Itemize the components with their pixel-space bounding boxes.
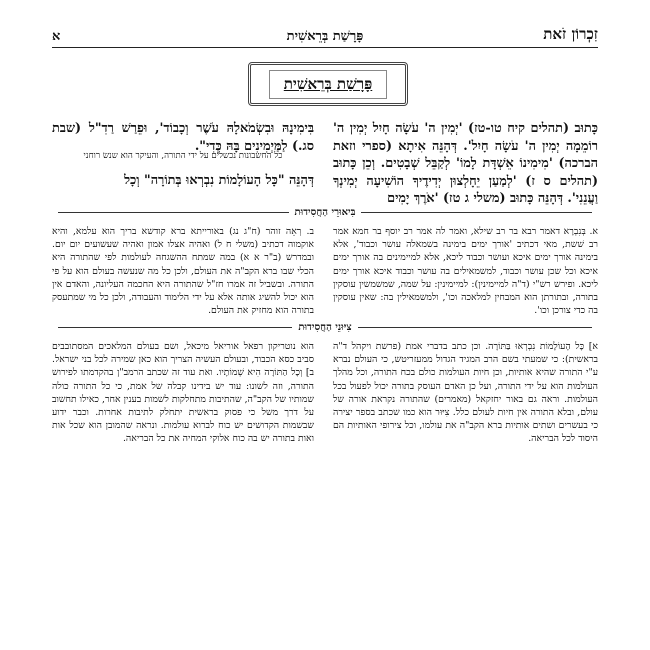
- commentary-right: [333, 225, 598, 317]
- parsha-title: פָּרָשַׁת בְּרֵאשִׁית: [269, 70, 387, 99]
- parsha-running-head: פָּרָשַׁת בְּרֵאשִׁית: [286, 29, 364, 44]
- marginal-note-text: כל החשבונות נכשלים על ידי התורה, והעיקר הוא שנשׂ רוחני: [83, 151, 283, 161]
- sources-left: [52, 340, 314, 446]
- commentary-left: [52, 225, 314, 317]
- main-text-right-paragraph: כָּתוּב (תהלים קיח טו-טז) 'יְמִין ה' עֹשָׂה חָיִל יְמִין ה' רוֹמֵמָה יְמִין ה' עֹשָׂה חָיִל'. דְּהָנֵּה אִיתָא (ספרי וזאת הברכה) 'מִימִינוֹ אֵשְׁדָּת לָמוֹ' לְקַבֵּל שְׁבָטִים. וְכֵן כָּתוּב (תהלים ס ז) 'לְמַעַן יֵחָלְצוּן יְדִידֶיךָ הוֹשִׁיעָה יְמִינְךָ וַעֲנֵנִי'. דְּהָנֵּה כָּתוּב (משלי ג טז) 'אֹרֶךְ יָמִים: [333, 121, 598, 206]
- main-text-left-paragraph: בִּימִינָהּ וּבִשְׂמֹאלָהּ עֹשֶׁר וְכָבוֹד', וּפֵרַשׁ רַדִ"ל (שבת סג.) לַמַּיְמִינִים בָּהּ כְּדִי".: [52, 121, 314, 154]
- sources-left-paragraph: הוא נוטריקון רפאל אוריאל מיכאל, ושם בעולם המלאכים המסתובבים סביב כסא הכבוד, ובעולם העשיה הצריך הוא כאן שמירה לכל בני ישראל. ב] וְכָל הַתּוֹרָה הִיא שְׁמוֹתָיו. ואת עוד זה שכתב הרמב"ן בהקדמתו לפירוש התורה, וזה לשונו: עוד יש בידינו קבלה של אמת, כי כל התורה כולה שמותיו של הקב"ה, שהתיבות מתחלקות לשמות בענין אחר, כאילו תחשוב על דרך משל כי פסוק בראשית יתחלק לתיבות אחרות. וכבר ידוע שבשמות הקדושים יש כוח לברוא עולמות. ונראה שהמובן הוא שכל אות ואות בתורה יש בה כוח אלוקי המחיה את כל הבריאה.: [52, 341, 314, 445]
- main-text-left-continued-paragraph: דְּהָנֵּה "כָּל הָעוֹלָמוֹת נִבְרְאוּ בְּתוֹרָה" וְכָל: [124, 173, 314, 188]
- section-heading-tziyunei: צִיּוּנֵי הַחֲסִידוּת: [298, 321, 352, 333]
- section-divider-biurei: [52, 205, 598, 219]
- page-header: [52, 22, 598, 48]
- book-title: זִכְרוֹן זֹאת: [543, 25, 598, 43]
- sources-right-paragraph: א] כָּל הָעוֹלָמוֹת נִבְרְאוּ בַּתּוֹרָה. וכן כתב בדברי אמת (פרשת ויקהל ד"ה בראשית): כי שמעתי בשם הרב המגיד הגדול ממעזריטש, כי העולם נברא ע"י התורה שהיא אותיות, וכן חיות העולמות כולם בכח התורה, וכל מהלך העולמות הוא על ידי התורה, ועל כן האדם העוסק בתורה יכול לפעול בכל העולמות. וראה גם באור יחזקאל (מאמרים) שהתורה נקראת אורה של עולם, ובלא התורה אין חיות לעולם כלל. צִיּוּר הוא כמו שכתב בספר יצירה כי בעשרים ושתים אותיות ברא הקב"ה את עולמו, וכל צירופי האותיות הם היסוד לכל הבריאה.: [333, 341, 598, 445]
- main-text-left-continued: [52, 172, 314, 190]
- marginal-note: [52, 150, 314, 162]
- section-heading-biurei: בִּיאוּרֵי הַחֲסִידוּת: [294, 206, 356, 218]
- main-text-right: [333, 120, 598, 208]
- commentary-right-paragraph: א. בְּנִבְרָא דאמר רבא בר רב שילא, ואמר לה אמר רב יוסף בר חמא אמר רב שׁשת, מאי דכתיב 'אורך ימים בימינה בשמאלה עושר וכבוד', אלא בימינה אורך ימים איכא ועושר וכבוד ליכא, אלא למיימינים בה אורך ימים איכא וכל שכן עושר וכבוד, למשמאילים בה עושר וכבוד איכא אורך ימים ליכא. ופירש רש"י (ד"ה למיימינין): למיימינין: על שמה, שמשמשין עוסקין בתורה, ובתורתן הוא המבחין למלאכה וכו', ולמשמאילין בה: שאין עוסקין בה כדי צורכן וכו'.: [333, 226, 598, 317]
- sources-right: [333, 340, 598, 446]
- section-divider-tziyunei: [52, 320, 598, 334]
- page-number: א: [52, 29, 61, 44]
- commentary-left-paragraph: ב. רְאֵה זוהר (ח"ג נג) באורייתא ברא קודשא בריך הוא עלמא, והיא אוקמוה דכתיב (משלי ח ל) ואהיה אצלו אמון ואהיה שעשועים יום יום. ובמדרש (ב"ר א א) במה שמתח ההשגחה לעולמות לפי שהתורה היא הכלי שבו ברא הקב"ה את העולם, ולכן כל מה שנעשה בעולם הוא על פי התורה. ובשביל זה אמרו חז"ל שהתורה היא החכמה העליונה, והאדם אין הוא יכול להשיג אותה אלא על ידי הלימוד והעבודה, ולכן כל מי שמתעסק בתורה הוא מחזיק את העולם.: [52, 226, 314, 317]
- parsha-title-frame: [248, 62, 408, 106]
